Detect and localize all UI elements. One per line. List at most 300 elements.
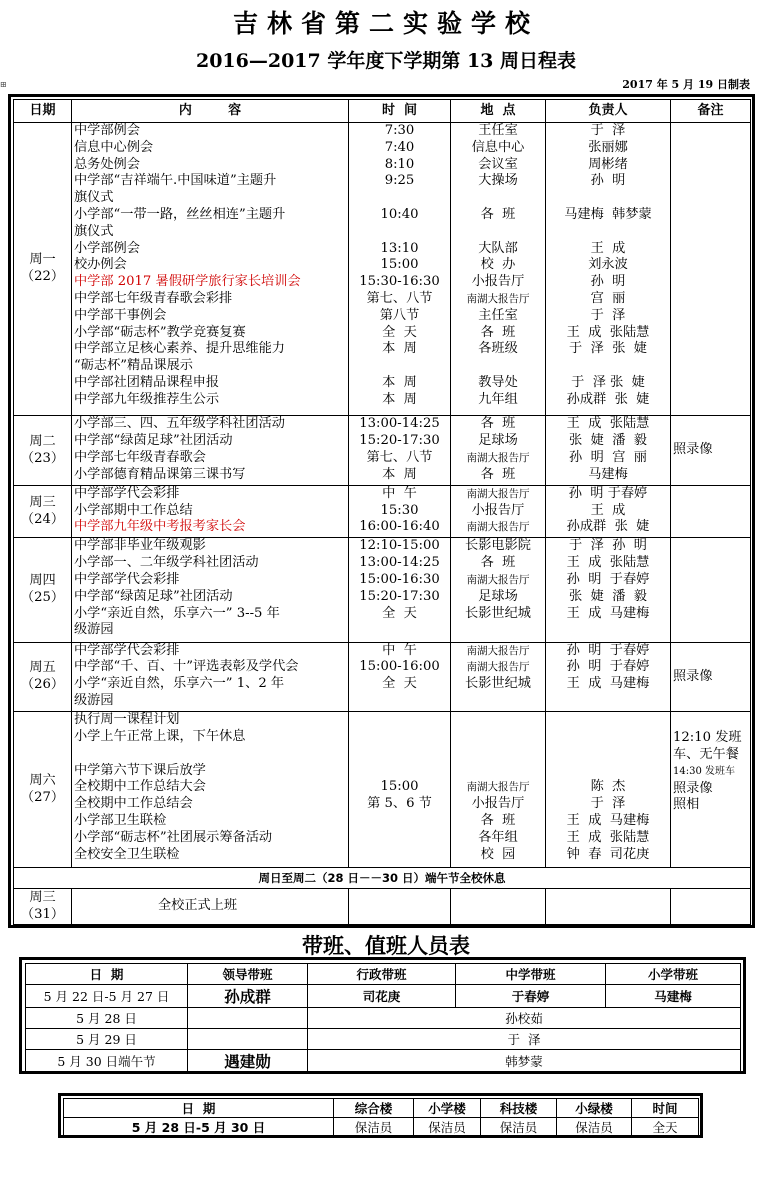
t-value: 15:00: [380, 779, 419, 795]
cleaning-table: [63, 1098, 699, 1137]
p-value: [453, 763, 543, 780]
content-cell: [72, 416, 349, 486]
r-value: 陈 杰: [590, 779, 626, 795]
person-cell: [546, 712, 671, 868]
p-value: 各 班: [480, 206, 516, 222]
p-value: 大操场: [478, 173, 518, 189]
place-cell: [451, 123, 546, 416]
day-cell: [14, 642, 72, 712]
content-line: 中学部社团精品课程申报: [74, 374, 220, 390]
duty-row: [26, 1008, 741, 1029]
time-cell: [349, 416, 451, 486]
content-line: 校办例会: [74, 257, 127, 273]
t-value: 中 午: [382, 642, 417, 658]
t-value: 13:00-14:25: [359, 416, 440, 432]
t-value: 15:30: [380, 502, 419, 518]
duty-row: [26, 1029, 741, 1050]
note-text: 照录像: [673, 668, 713, 684]
t-value: 16:00-16:40: [359, 519, 440, 535]
duty-leader: 孙成群: [188, 985, 308, 1008]
r-value: 孙 明: [590, 173, 626, 189]
content-line: 级游园: [74, 692, 114, 708]
note-text: 照录像: [673, 780, 713, 796]
clean-time: 全天: [632, 1118, 699, 1137]
content-line: [74, 746, 346, 763]
duty-date: 5 月 30 日端午节: [26, 1050, 188, 1073]
r-value: [548, 712, 668, 729]
time-cell: [349, 889, 451, 925]
clean-col-d: 小绿楼: [557, 1099, 632, 1118]
p-value: 南湖大报告厅: [466, 781, 530, 794]
person-cell: [546, 889, 671, 925]
note-cell: [671, 123, 751, 416]
time-cell: [349, 642, 451, 712]
clean-date: 5 月 28 日-5 月 30 日: [64, 1118, 334, 1137]
time-cell: [349, 123, 451, 416]
r-value: 孙 明 于春婷: [566, 659, 650, 675]
day-row: [14, 538, 751, 642]
p-value: 小报告厅: [471, 274, 525, 290]
cleaning-header-row: [64, 1099, 699, 1118]
content-line: 小学“亲近自然，乐享六一” 3--5 年: [74, 605, 280, 621]
t-value: 全 天: [382, 676, 417, 692]
clean-c: 保洁员: [481, 1118, 557, 1137]
content-line: 执行周一课程计划: [74, 712, 180, 728]
t-value: 8:10: [384, 156, 415, 172]
r-value: 宫 丽: [590, 290, 626, 306]
r-value: [548, 746, 668, 763]
place-cell: [451, 416, 546, 486]
day-date: （25）: [20, 589, 65, 605]
r-value: 孙 明 宫 丽: [569, 449, 647, 465]
clean-a: 保洁员: [334, 1118, 414, 1137]
r-value: 马建梅 韩梦蒙: [564, 206, 652, 222]
t-value: 全 天: [382, 605, 417, 621]
content-line: “砺志杯”精品课展示: [74, 358, 193, 374]
duty-col-primary: 小学带班: [606, 964, 741, 985]
col-header-date: 日期: [14, 100, 72, 123]
content-cell: [72, 123, 349, 416]
note-cell: [671, 485, 751, 538]
p-value: 校 园: [480, 846, 516, 862]
day-date: （22）: [20, 269, 65, 285]
t-value: 13:00-14:25: [359, 555, 440, 571]
content-cell: [72, 642, 349, 712]
r-value: 于 泽: [590, 123, 626, 138]
day-cell: [14, 485, 72, 538]
day-label: 周六: [29, 772, 56, 788]
t-value: 10:40: [380, 206, 419, 222]
content-line: 中学部九年级中考报考家长会: [74, 519, 246, 535]
last-day-row: [14, 889, 751, 925]
t-value: 第七、八节: [366, 290, 433, 306]
spacer: [453, 693, 543, 710]
clean-col-time: 时间: [632, 1099, 699, 1118]
content-line: 中学部学代会彩排: [74, 642, 180, 658]
day-row: [14, 416, 751, 486]
note-text: 照相: [673, 797, 700, 813]
duty-leader: [188, 1008, 308, 1029]
r-value: 王 成 马建梅: [566, 676, 650, 692]
spacer: [453, 190, 543, 207]
note-text: 14:30 发班车: [673, 765, 735, 777]
clean-d: 保洁员: [557, 1118, 632, 1137]
duty-person: 韩梦蒙: [308, 1050, 741, 1073]
p-value: 各年组: [478, 829, 518, 845]
p-value: [453, 729, 543, 746]
day-date: （31）: [20, 906, 65, 922]
r-value: 孙成群 张 婕: [566, 519, 650, 535]
t-value: [351, 847, 448, 864]
day-row: [14, 123, 751, 416]
content-line: 旗仪式: [74, 223, 114, 239]
day-row: [14, 485, 751, 538]
duty-leader: 遇建勋: [188, 1050, 308, 1073]
content-line: 中学第六节下课后放学: [74, 762, 206, 778]
duty-leader: [188, 1029, 308, 1050]
duty-date: 5 月 28 日: [26, 1008, 188, 1029]
r-value: 张丽娜: [588, 139, 628, 155]
p-value: 各班级: [478, 341, 518, 357]
content-line: 小学部“砺志杯”教学竞赛复赛: [74, 324, 246, 340]
note-text: 车、无午餐: [673, 747, 739, 763]
r-value: 于 泽: [590, 796, 626, 812]
p-value: 小报告厅: [471, 796, 525, 812]
t-value: 15:00: [380, 257, 419, 273]
p-value: 小报告厅: [471, 502, 525, 518]
r-value: 周彬绪: [588, 156, 628, 172]
spacer: [351, 190, 448, 207]
duty-primary: 马建梅: [606, 985, 741, 1008]
col-header-place: 地 点: [451, 100, 546, 123]
r-value: 王 成 张陆慧: [566, 829, 650, 845]
col-header-note: 备注: [671, 100, 751, 123]
content-line: 中学部“吉祥端午.中国味道”主题升: [74, 173, 277, 189]
place-cell: [451, 889, 546, 925]
duty-row: [26, 985, 741, 1008]
r-value: 孙成群 张 婕: [566, 391, 650, 407]
r-value: 王 成 张陆慧: [566, 324, 650, 340]
p-value: [453, 746, 543, 763]
day-cell: [14, 538, 72, 642]
content-line: 小学部一、二年级学科社团活动: [74, 555, 259, 571]
person-cell: [546, 642, 671, 712]
content-line: 小学部三、四、五年级学科社团活动: [74, 416, 285, 432]
col-header-person: 负责人: [546, 100, 671, 123]
content-line: 中学部例会: [74, 123, 140, 138]
p-value: 大队部: [478, 240, 518, 256]
p-value: 足球场: [478, 588, 518, 604]
made-date: 2017 年 5 月 19 日制表: [622, 78, 750, 91]
schedule-header-row: [14, 100, 751, 123]
duty-row: [26, 1050, 741, 1073]
spacer: [548, 693, 668, 710]
note-text: 12:10 发班: [673, 730, 742, 746]
r-value: 王 成: [590, 240, 626, 256]
day-cell: [14, 712, 72, 868]
note-cell: [671, 538, 751, 642]
schedule-frame: [8, 94, 755, 928]
place-cell: [451, 485, 546, 538]
t-value: 15:00-16:00: [359, 659, 440, 675]
content-cell: [72, 889, 349, 925]
col-header-content: 内 容: [72, 100, 349, 123]
p-value: [453, 712, 543, 729]
duty-col-date: 日 期: [26, 964, 188, 985]
content-line: 中学部“千、百、十”评选表彰及学代会: [74, 659, 299, 675]
content-line: 小学“亲近自然，乐享六一” 1、2 年: [74, 676, 285, 692]
person-cell: [546, 538, 671, 642]
clean-col-a: 综合楼: [334, 1099, 414, 1118]
spacer: [548, 622, 668, 639]
t-value: [351, 763, 448, 780]
r-value: 于 泽 张 婕: [569, 341, 647, 357]
p-value: 教导处: [478, 374, 518, 390]
content-line: 中学部“绿茵足球”社团活动: [74, 432, 233, 448]
spacer: [453, 622, 543, 639]
cleaning-frame: [58, 1093, 703, 1138]
person-cell: [546, 416, 671, 486]
day-cell: [14, 416, 72, 486]
r-value: 刘永波: [588, 257, 628, 273]
p-value: 校 办: [480, 257, 516, 273]
r-value: 王 成 马建梅: [566, 813, 650, 829]
page-title: 2016—2017 学年度下学期第 13 周日程表: [195, 50, 577, 72]
content-line: 中学部七年级青春歌会: [74, 449, 206, 465]
t-value: 第 5、6 节: [367, 796, 432, 812]
content-line: 小学部“一带一路，丝丝相连”主题升: [74, 206, 286, 222]
content-line: 中学部九年级推荐生公示: [74, 391, 220, 407]
t-value: [351, 813, 448, 830]
content-line: 全校期中工作总结会: [74, 796, 193, 812]
t-value: 本 周: [382, 374, 417, 390]
holiday-row: [14, 868, 751, 889]
day-label: 周一: [29, 252, 56, 268]
r-value: 王 成: [590, 502, 626, 518]
p-value: 长影世纪城: [465, 605, 531, 621]
content-line: 中学部学代会彩排: [74, 572, 180, 588]
place-cell: [451, 642, 546, 712]
t-value: 15:20-17:30: [359, 588, 440, 604]
r-value: 王 成 张陆慧: [566, 416, 650, 432]
t-value: 13:10: [380, 240, 419, 256]
time-cell: [349, 485, 451, 538]
p-value: 南湖大报告厅: [466, 487, 530, 500]
content-line: 小学部德育精品课第三课书写: [74, 466, 246, 482]
day-label: 周三: [29, 889, 56, 905]
p-value: 南湖大报告厅: [466, 292, 530, 305]
time-cell: [349, 538, 451, 642]
day-cell: [14, 123, 72, 416]
t-value: 15:20-17:30: [359, 432, 440, 448]
content-line: 中学部学代会彩排: [74, 485, 180, 501]
content-line: 总务处例会: [74, 156, 140, 172]
duty-title: 带班、值班人员表: [302, 933, 470, 958]
r-value: 张 婕 潘 毅: [569, 588, 647, 604]
clean-b: 保洁员: [414, 1118, 481, 1137]
t-value: 7:40: [384, 139, 415, 155]
content-line: 小学上午正常上课，下午休息: [74, 729, 246, 745]
day-cell: [14, 889, 72, 925]
day-label: 周二: [29, 433, 56, 449]
day-label: 周五: [29, 660, 56, 676]
duty-person: 孙校茹: [308, 1008, 741, 1029]
t-value: 15:30-16:30: [359, 274, 440, 290]
p-value: 各 班: [480, 416, 516, 432]
content-line: 小学部卫生联检: [74, 813, 167, 829]
r-value: 孙 明 于春婷: [566, 572, 650, 588]
schedule-table: [13, 99, 751, 925]
day-row: [14, 712, 751, 868]
content-cell: [72, 712, 349, 868]
r-value: 孙 明: [590, 274, 626, 290]
duty-col-admin: 行政带班: [308, 964, 456, 985]
content-line: 中学部 2017 暑假研学旅行家长培训会: [74, 274, 301, 290]
content-line: 小学部“砺志杯”社团展示筹备活动: [74, 829, 273, 845]
r-value: [548, 763, 668, 780]
time-cell: [349, 712, 451, 868]
content-line: 中学部七年级青春歌会彩排: [74, 290, 233, 306]
spacer: [453, 224, 543, 241]
r-value: 马建梅: [588, 466, 628, 482]
t-value: [351, 830, 448, 847]
day-row: [14, 642, 751, 712]
clean-col-date: 日 期: [64, 1099, 334, 1118]
duty-frame: [19, 957, 746, 1074]
t-value: [351, 729, 448, 746]
p-value: 足球场: [478, 432, 518, 448]
content-line: 全校正式上班: [158, 898, 238, 914]
p-value: 信息中心: [471, 139, 525, 155]
t-value: 9:25: [384, 173, 415, 189]
p-value: 九年组: [478, 391, 518, 407]
p-value: 各 班: [480, 813, 516, 829]
p-value: 长影世纪城: [465, 676, 531, 692]
spacer: [548, 190, 668, 207]
note-cell: [671, 889, 751, 925]
p-value: 南湖大报告厅: [466, 574, 530, 587]
person-cell: [546, 123, 671, 416]
spacer: [351, 693, 448, 710]
duty-middle: 于春婷: [456, 985, 606, 1008]
clean-col-c: 科技楼: [481, 1099, 557, 1118]
content-line: 中学部立足核心素养、提升思维能力: [74, 341, 285, 357]
duty-date: 5 月 22 日-5 月 27 日: [26, 985, 188, 1008]
spacer: [351, 622, 448, 639]
t-value: 第七、八节: [366, 449, 433, 465]
r-value: 张 婕 潘 毅: [569, 432, 647, 448]
spacer: [351, 358, 448, 375]
t-value: 本 周: [382, 391, 417, 407]
t-value: 本 周: [382, 466, 417, 482]
r-value: 钟 春 司花庚: [566, 846, 650, 862]
spacer: [548, 358, 668, 375]
r-value: 孙 明 于春婷: [568, 485, 648, 501]
day-date: （27）: [20, 789, 65, 805]
t-value: 15:00-16:30: [359, 572, 440, 588]
spacer: [453, 358, 543, 375]
note-cell: [671, 712, 751, 868]
content-line: 级游园: [74, 622, 114, 638]
note-cell: [671, 642, 751, 712]
t-value: [351, 746, 448, 763]
r-value: 于 泽: [590, 307, 626, 323]
duty-header-row: [26, 964, 741, 985]
p-value: 王任室: [478, 123, 518, 138]
place-cell: [451, 538, 546, 642]
content-line: 中学部“绿茵足球”社团活动: [74, 588, 233, 604]
day-date: （24）: [20, 511, 65, 527]
content-line: 中学部非毕业年级观影: [74, 538, 206, 554]
cleaning-row: [64, 1118, 699, 1137]
content-line: 小学部例会: [74, 240, 140, 256]
content-line: 小学部期中工作总结: [74, 502, 193, 518]
day-date: （26）: [20, 676, 65, 692]
p-value: 长影电影院: [465, 538, 531, 554]
day-date: （23）: [20, 450, 65, 466]
spacer: [351, 224, 448, 241]
r-value: 孙 明 于春婷: [566, 642, 650, 658]
duty-person: 于 泽: [308, 1029, 741, 1050]
p-value: 各 班: [480, 466, 516, 482]
p-value: 南湖大报告厅: [466, 451, 530, 464]
day-label: 周四: [29, 573, 56, 589]
note-cell: [671, 416, 751, 486]
table-anchor-icon[interactable]: ⊞: [0, 80, 7, 89]
t-value: 12:10-15:00: [359, 538, 440, 554]
duty-col-middle: 中学带班: [456, 964, 606, 985]
content-line: 旗仪式: [74, 190, 114, 206]
clean-col-b: 小学楼: [414, 1099, 481, 1118]
duty-col-leader: 领导带班: [188, 964, 308, 985]
content-line: 全校期中工作总结大会: [74, 779, 206, 795]
p-value: 各 班: [480, 555, 516, 571]
day-label: 周三: [29, 494, 56, 510]
p-value: 南湖大报告厅: [466, 661, 530, 674]
r-value: 于 泽 张 婕: [571, 374, 645, 390]
r-value: 王 成 张陆慧: [566, 555, 650, 571]
schedule-body: [14, 123, 751, 925]
t-value: 中 午: [382, 485, 417, 501]
content-line: 中学部干事例会: [74, 307, 167, 323]
p-value: 各 班: [480, 324, 516, 340]
p-value: 南湖大报告厅: [466, 644, 530, 657]
holiday-note: 周日至周二（28 日－－30 日）端午节全校休息: [14, 868, 751, 889]
duty-date: 5 月 29 日: [26, 1029, 188, 1050]
r-value: [548, 729, 668, 746]
note-text: 照录像: [673, 442, 713, 458]
person-cell: [546, 485, 671, 538]
t-value: 全 天: [382, 324, 417, 340]
content-line: 全校安全卫生联检: [74, 846, 180, 862]
spacer: [548, 224, 668, 241]
duty-table: [25, 963, 741, 1073]
content-line: 信息中心例会: [74, 139, 154, 155]
t-value: 本 周: [382, 341, 417, 357]
p-value: 主任室: [478, 307, 518, 323]
t-value: 7:30: [384, 123, 415, 138]
r-value: 于 泽 孙 明: [569, 538, 647, 554]
p-value: 南湖大报告厅: [466, 521, 530, 534]
col-header-time: 时 间: [349, 100, 451, 123]
content-cell: [72, 485, 349, 538]
place-cell: [451, 712, 546, 868]
school-name: 吉林省第二实验学校: [232, 9, 539, 38]
t-value: 第八节: [379, 307, 420, 323]
p-value: 会议室: [478, 156, 518, 172]
t-value: [351, 712, 448, 729]
duty-admin: 司花庚: [308, 985, 456, 1008]
